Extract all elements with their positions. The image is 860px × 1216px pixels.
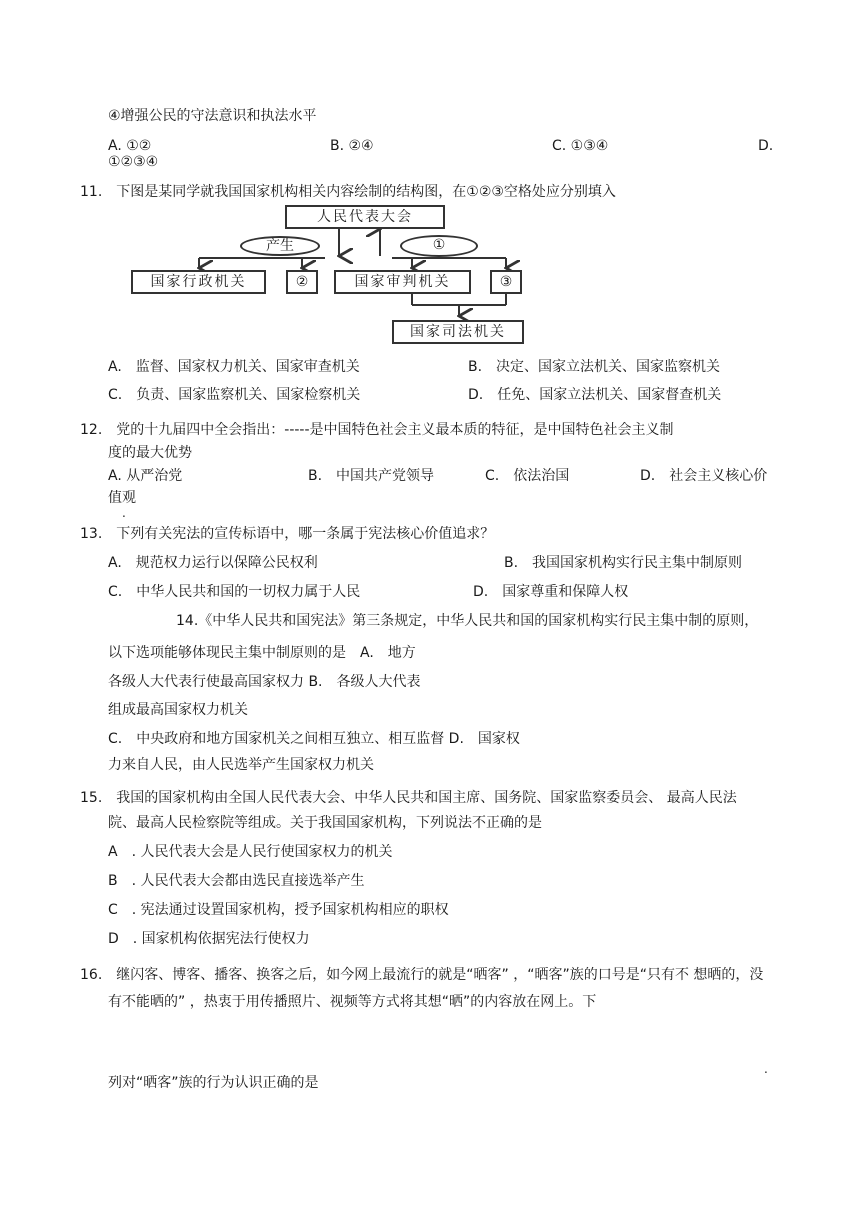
q11-option-c: C. 负责、国家监察机关、国家检察机关 [108, 387, 361, 403]
q16-line1: 16. 继闪客、博客、播客、换客之后，如今网上最流行的就是“晒客” ，“晒客”族的口号是“只有不 想晒的，没 [80, 967, 764, 983]
q15-line2: 院、最高人民检察院等组成。关于我国国家机构，下列说法不正确的是 [108, 815, 542, 831]
q12-stem: 12. 党的十九届四中全会指出：-----是中国特色社会主义最本质的特征，是中国特色社会主义制 [80, 422, 674, 438]
q13-option-a: A. 规范权力运行以保障公民权利 [108, 555, 318, 571]
q14-line5: C. 中央政府和地方国家机关之间相互独立、相互监督 D. 国家权 [108, 731, 520, 747]
q12-option-d-cont: 值观 [108, 490, 136, 506]
q10-option-d-cont: ①②③④ [108, 154, 159, 170]
oval-produce: 产生 [240, 236, 320, 256]
q12-option-d: D. 社会主义核心价 [640, 468, 768, 484]
q14-line4: 组成最高国家权力机关 [108, 702, 248, 718]
q15-option-c: C . 宪法通过设置国家机构，授予国家机构相应的职权 [108, 902, 449, 918]
box-blank-2: ② [286, 270, 318, 294]
q12-option-a: A. 从严治党 [108, 468, 183, 484]
q15-option-d: D . 国家机构依据宪法行使权力 [108, 931, 310, 947]
q16-dot: . [764, 1062, 768, 1076]
q14-line6: 力来自人民，由人民选举产生国家权力机关 [108, 757, 374, 773]
box-admin-organ: 国家行政机关 [131, 270, 266, 294]
q14-line1: 14.《中华人民共和国宪法》第三条规定，中华人民共和国的国家机构实行民主集中制的原则， [176, 613, 759, 629]
q15-option-a: A . 人民代表大会是人民行使国家权力的机关 [108, 844, 393, 860]
q16-line2: 有不能晒的” ，热衷于用传播照片、视频等方式将其想“晒”的内容放在网上。下 [108, 994, 597, 1010]
q15-option-b: B . 人民代表大会都由选民直接选举产生 [108, 873, 365, 889]
q10-option-d: D. [758, 138, 774, 154]
oval-blank-1: ① [400, 235, 478, 257]
q11-option-b: B. 决定、国家立法机关、国家监察机关 [468, 359, 721, 375]
q10-option-c: C. ①③④ [552, 138, 609, 154]
q15-line1: 15. 我国的国家机构由全国人民代表大会、中华人民共和国主席、国务院、国家监察委员会、 最高人民法 [80, 790, 737, 806]
box-peoples-congress: 人民代表大会 [285, 205, 445, 229]
q10-option-b: B. ②④ [330, 138, 374, 154]
box-trial-organ: 国家审判机关 [334, 270, 471, 294]
q14-line3: 各级人大代表行使最高国家权力 B. 各级人大代表 [108, 674, 421, 690]
box-blank-3: ③ [490, 270, 522, 294]
q13-option-b: B. 我国国家机构实行民主集中制原则 [504, 555, 743, 571]
q12-option-b: B. 中国共产党领导 [308, 468, 435, 484]
q12-option-c: C. 依法治国 [485, 468, 570, 484]
q12-stem-cont: 度的最大优势 [108, 445, 192, 461]
diagram-connectors [0, 0, 860, 360]
q16-line3: 列对“晒客”族的行为认识正确的是 [108, 1075, 319, 1091]
box-judicial-organ: 国家司法机关 [392, 320, 524, 344]
q13-stem: 13. 下列有关宪法的宣传标语中，哪一条属于宪法核心价值追求？ [80, 526, 495, 542]
q11-option-a: A. 监督、国家权力机关、国家审查机关 [108, 359, 360, 375]
q11-stem: 11. 下图是某同学就我国国家机构相关内容绘制的结构图，在①②③空格处应分别填入 [80, 184, 616, 200]
q13-option-c: C. 中华人民共和国的一切权力属于人民 [108, 584, 361, 600]
q12-dot: . [122, 506, 126, 520]
q11-option-d: D. 任免、国家立法机关、国家督查机关 [468, 387, 722, 403]
q14-line2: 以下选项能够体现民主集中制原则的是 A. 地方 [108, 645, 416, 661]
q10-item4: ④增强公民的守法意识和执法水平 [108, 108, 317, 124]
q13-option-d: D. 国家尊重和保障人权 [473, 584, 629, 600]
q10-option-a: A. ①② [108, 138, 152, 154]
